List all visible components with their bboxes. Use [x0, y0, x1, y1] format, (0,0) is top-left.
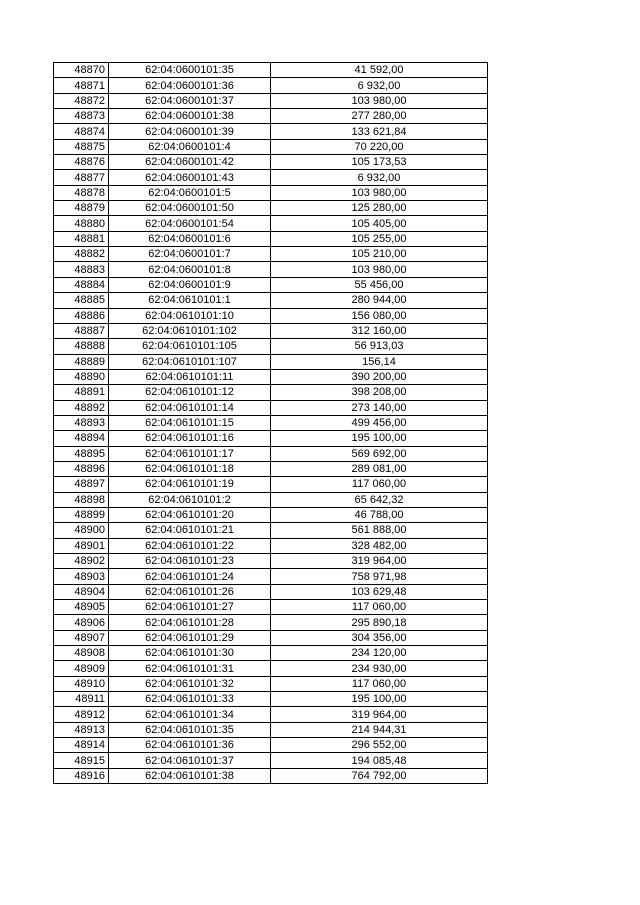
value-cell: 561 888,00 — [271, 523, 488, 538]
cadastral-number-cell: 62:04:0610101:38 — [109, 768, 271, 783]
row-number-cell: 48870 — [54, 63, 109, 78]
value-cell: 277 280,00 — [271, 109, 488, 124]
row-number-cell: 48915 — [54, 753, 109, 768]
row-number-cell: 48889 — [54, 354, 109, 369]
row-number-cell: 48907 — [54, 630, 109, 645]
row-number-cell: 48880 — [54, 216, 109, 231]
table-row — [54, 155, 488, 170]
cadastral-number-cell: 62:04:0610101:31 — [109, 661, 271, 676]
row-number-cell: 48881 — [54, 231, 109, 246]
row-number-cell: 48892 — [54, 400, 109, 415]
table-row — [54, 692, 488, 707]
table-row — [54, 707, 488, 722]
table-row — [54, 507, 488, 522]
row-number-cell: 48909 — [54, 661, 109, 676]
value-cell: 312 160,00 — [271, 323, 488, 338]
cadastral-number-cell: 62:04:0610101:19 — [109, 477, 271, 492]
cadastral-number-cell: 62:04:0600101:5 — [109, 185, 271, 200]
cadastral-number-cell: 62:04:0610101:11 — [109, 369, 271, 384]
table-row — [54, 339, 488, 354]
row-number-cell: 48896 — [54, 461, 109, 476]
value-cell: 499 456,00 — [271, 415, 488, 430]
spreadsheet-page — [53, 62, 487, 784]
cadastral-number-cell: 62:04:0600101:8 — [109, 262, 271, 277]
value-cell: 105 405,00 — [271, 216, 488, 231]
row-number-cell: 48886 — [54, 308, 109, 323]
cadastral-number-cell: 62:04:0610101:102 — [109, 323, 271, 338]
value-cell: 65 642,32 — [271, 492, 488, 507]
value-cell: 41 592,00 — [271, 63, 488, 78]
row-number-cell: 48891 — [54, 385, 109, 400]
value-cell: 390 200,00 — [271, 369, 488, 384]
cadastral-number-cell: 62:04:0610101:34 — [109, 707, 271, 722]
table-row — [54, 139, 488, 154]
value-cell: 304 356,00 — [271, 630, 488, 645]
value-cell: 156 080,00 — [271, 308, 488, 323]
value-cell: 195 100,00 — [271, 431, 488, 446]
row-number-cell: 48898 — [54, 492, 109, 507]
row-number-cell: 48877 — [54, 170, 109, 185]
cadastral-number-cell: 62:04:0610101:14 — [109, 400, 271, 415]
row-number-cell: 48875 — [54, 139, 109, 154]
cadastral-number-cell: 62:04:0610101:35 — [109, 722, 271, 737]
cadastral-number-cell: 62:04:0610101:37 — [109, 753, 271, 768]
row-number-cell: 48916 — [54, 768, 109, 783]
value-cell: 156,14 — [271, 354, 488, 369]
row-number-cell: 48883 — [54, 262, 109, 277]
row-number-cell: 48871 — [54, 78, 109, 93]
table-row — [54, 600, 488, 615]
row-number-cell: 48904 — [54, 584, 109, 599]
table-row — [54, 308, 488, 323]
cadastral-number-cell: 62:04:0600101:36 — [109, 78, 271, 93]
cadastral-number-cell: 62:04:0610101:2 — [109, 492, 271, 507]
value-cell: 133 621,84 — [271, 124, 488, 139]
row-number-cell: 48887 — [54, 323, 109, 338]
cadastral-number-cell: 62:04:0610101:27 — [109, 600, 271, 615]
value-cell: 280 944,00 — [271, 293, 488, 308]
value-cell: 105 210,00 — [271, 247, 488, 262]
table-row — [54, 277, 488, 292]
row-number-cell: 48876 — [54, 155, 109, 170]
cadastral-number-cell: 62:04:0610101:29 — [109, 630, 271, 645]
value-cell: 6 932,00 — [271, 170, 488, 185]
table-row — [54, 293, 488, 308]
value-cell: 194 085,48 — [271, 753, 488, 768]
value-cell: 117 060,00 — [271, 477, 488, 492]
table-row — [54, 738, 488, 753]
cadastral-number-cell: 62:04:0600101:43 — [109, 170, 271, 185]
value-cell: 214 944,31 — [271, 722, 488, 737]
table-row — [54, 554, 488, 569]
table-row — [54, 431, 488, 446]
row-number-cell: 48873 — [54, 109, 109, 124]
table-row — [54, 63, 488, 78]
value-cell: 117 060,00 — [271, 676, 488, 691]
table-row — [54, 415, 488, 430]
table-row — [54, 170, 488, 185]
cadastral-number-cell: 62:04:0610101:1 — [109, 293, 271, 308]
cadastral-number-cell: 62:04:0610101:28 — [109, 615, 271, 630]
value-cell: 46 788,00 — [271, 507, 488, 522]
row-number-cell: 48910 — [54, 676, 109, 691]
cadastral-number-cell: 62:04:0600101:54 — [109, 216, 271, 231]
cadastral-value-table — [53, 62, 488, 784]
cadastral-number-cell: 62:04:0600101:50 — [109, 201, 271, 216]
value-cell: 103 980,00 — [271, 262, 488, 277]
table-row — [54, 584, 488, 599]
table-row — [54, 185, 488, 200]
table-row — [54, 369, 488, 384]
row-number-cell: 48888 — [54, 339, 109, 354]
table-row — [54, 630, 488, 645]
row-number-cell: 48897 — [54, 477, 109, 492]
row-number-cell: 48912 — [54, 707, 109, 722]
table-row — [54, 768, 488, 783]
row-number-cell: 48879 — [54, 201, 109, 216]
value-cell: 103 629,48 — [271, 584, 488, 599]
row-number-cell: 48901 — [54, 538, 109, 553]
table-row — [54, 78, 488, 93]
value-cell: 56 913,03 — [271, 339, 488, 354]
row-number-cell: 48872 — [54, 93, 109, 108]
table-row — [54, 231, 488, 246]
row-number-cell: 48911 — [54, 692, 109, 707]
cadastral-number-cell: 62:04:0610101:107 — [109, 354, 271, 369]
row-number-cell: 48874 — [54, 124, 109, 139]
table-row — [54, 247, 488, 262]
table-row — [54, 492, 488, 507]
cadastral-number-cell: 62:04:0600101:39 — [109, 124, 271, 139]
table-row — [54, 262, 488, 277]
value-cell: 273 140,00 — [271, 400, 488, 415]
cadastral-number-cell: 62:04:0610101:18 — [109, 461, 271, 476]
value-cell: 6 932,00 — [271, 78, 488, 93]
row-number-cell: 48878 — [54, 185, 109, 200]
table-row — [54, 615, 488, 630]
value-cell: 234 120,00 — [271, 646, 488, 661]
row-number-cell: 48894 — [54, 431, 109, 446]
row-number-cell: 48885 — [54, 293, 109, 308]
value-cell: 70 220,00 — [271, 139, 488, 154]
value-cell: 398 208,00 — [271, 385, 488, 400]
value-cell: 105 255,00 — [271, 231, 488, 246]
value-cell: 103 980,00 — [271, 185, 488, 200]
value-cell: 103 980,00 — [271, 93, 488, 108]
cadastral-number-cell: 62:04:0600101:4 — [109, 139, 271, 154]
cadastral-number-cell: 62:04:0610101:15 — [109, 415, 271, 430]
value-cell: 569 692,00 — [271, 446, 488, 461]
value-cell: 195 100,00 — [271, 692, 488, 707]
cadastral-number-cell: 62:04:0610101:33 — [109, 692, 271, 707]
row-number-cell: 48893 — [54, 415, 109, 430]
table-row — [54, 124, 488, 139]
value-cell: 758 971,98 — [271, 569, 488, 584]
value-cell: 289 081,00 — [271, 461, 488, 476]
value-cell: 105 173,53 — [271, 155, 488, 170]
row-number-cell: 48903 — [54, 569, 109, 584]
table-row — [54, 216, 488, 231]
table-row — [54, 93, 488, 108]
cadastral-number-cell: 62:04:0600101:35 — [109, 63, 271, 78]
value-cell: 125 280,00 — [271, 201, 488, 216]
row-number-cell: 48899 — [54, 507, 109, 522]
value-cell: 319 964,00 — [271, 707, 488, 722]
row-number-cell: 48884 — [54, 277, 109, 292]
row-number-cell: 48906 — [54, 615, 109, 630]
row-number-cell: 48914 — [54, 738, 109, 753]
value-cell: 117 060,00 — [271, 600, 488, 615]
cadastral-number-cell: 62:04:0600101:38 — [109, 109, 271, 124]
cadastral-number-cell: 62:04:0610101:20 — [109, 507, 271, 522]
cadastral-number-cell: 62:04:0610101:16 — [109, 431, 271, 446]
row-number-cell: 48913 — [54, 722, 109, 737]
cadastral-number-cell: 62:04:0600101:9 — [109, 277, 271, 292]
cadastral-number-cell: 62:04:0600101:7 — [109, 247, 271, 262]
table-row — [54, 354, 488, 369]
table-row — [54, 477, 488, 492]
cadastral-number-cell: 62:04:0610101:23 — [109, 554, 271, 569]
cadastral-number-cell: 62:04:0610101:17 — [109, 446, 271, 461]
cadastral-number-cell: 62:04:0610101:21 — [109, 523, 271, 538]
table-row — [54, 676, 488, 691]
cadastral-number-cell: 62:04:0610101:12 — [109, 385, 271, 400]
table-row — [54, 446, 488, 461]
row-number-cell: 48895 — [54, 446, 109, 461]
value-cell: 295 890,18 — [271, 615, 488, 630]
table-row — [54, 461, 488, 476]
value-cell: 328 482,00 — [271, 538, 488, 553]
row-number-cell: 48890 — [54, 369, 109, 384]
value-cell: 234 930,00 — [271, 661, 488, 676]
table-row — [54, 523, 488, 538]
table-row — [54, 538, 488, 553]
cadastral-number-cell: 62:04:0610101:30 — [109, 646, 271, 661]
row-number-cell: 48882 — [54, 247, 109, 262]
table-row — [54, 569, 488, 584]
cadastral-number-cell: 62:04:0610101:26 — [109, 584, 271, 599]
row-number-cell: 48905 — [54, 600, 109, 615]
row-number-cell: 48908 — [54, 646, 109, 661]
table-row — [54, 201, 488, 216]
table-row — [54, 385, 488, 400]
table-row — [54, 661, 488, 676]
cadastral-number-cell: 62:04:0610101:105 — [109, 339, 271, 354]
value-cell: 319 964,00 — [271, 554, 488, 569]
value-cell: 764 792,00 — [271, 768, 488, 783]
cadastral-number-cell: 62:04:0610101:22 — [109, 538, 271, 553]
table-row — [54, 753, 488, 768]
table-row — [54, 323, 488, 338]
table-row — [54, 722, 488, 737]
cadastral-number-cell: 62:04:0610101:32 — [109, 676, 271, 691]
cadastral-number-cell: 62:04:0610101:36 — [109, 738, 271, 753]
row-number-cell: 48902 — [54, 554, 109, 569]
row-number-cell: 48900 — [54, 523, 109, 538]
value-cell: 55 456,00 — [271, 277, 488, 292]
cadastral-number-cell: 62:04:0600101:6 — [109, 231, 271, 246]
table-row — [54, 109, 488, 124]
value-cell: 296 552,00 — [271, 738, 488, 753]
cadastral-number-cell: 62:04:0610101:24 — [109, 569, 271, 584]
cadastral-number-cell: 62:04:0600101:42 — [109, 155, 271, 170]
cadastral-number-cell: 62:04:0600101:37 — [109, 93, 271, 108]
cadastral-number-cell: 62:04:0610101:10 — [109, 308, 271, 323]
table-row — [54, 646, 488, 661]
table-row — [54, 400, 488, 415]
table-body — [54, 63, 488, 784]
